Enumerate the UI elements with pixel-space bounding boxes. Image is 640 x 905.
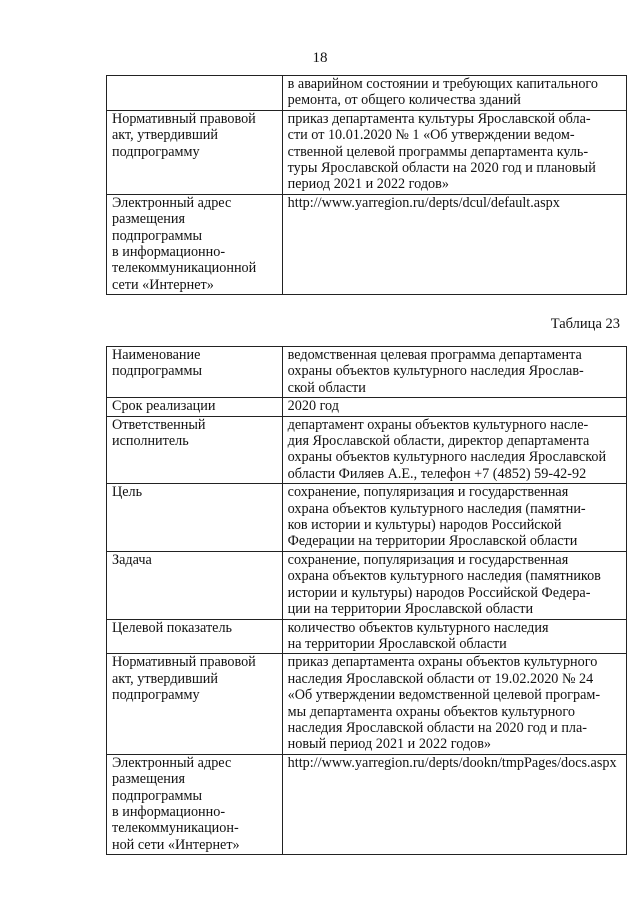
row-value-cell [282,484,626,552]
label-text-line: подпрограммы [112,363,202,380]
value-text-line: приказ департамента культуры Ярославской обла- [287,110,591,127]
value-text-line: охрана объектов культурного наследия (памятни- [287,500,586,517]
passport-table-23 [106,346,627,855]
value-text-line: ции на территории Ярославской области [287,601,534,618]
value-text-line: количество объектов культурного наследия [287,619,549,636]
value-text-line: сти от 10.01.2020 № 1 «Об утверждении ведом- [287,127,575,144]
table-row [107,110,627,194]
value-text-line: департамент охраны объектов культурного насле- [287,416,589,433]
table-row [107,619,627,654]
row-value-cell [282,754,626,854]
page-number: 18 [312,50,328,66]
value-text-line: http://www.yarregion.ru/depts/dcul/default.aspx [287,194,560,211]
row-value-cell [282,110,626,194]
row-label-cell [107,76,283,111]
passport-table-continued [106,75,627,295]
value-text-line: истории и культуры) народов Российской Федера- [287,584,591,601]
row-label-cell [107,619,283,654]
value-text-line: приказ департамента охраны объектов культурного [287,654,598,671]
table-caption: Таблица 23 [550,316,620,332]
label-text-line: Срок реализации [112,398,216,415]
table-row [107,347,627,398]
row-value-cell [282,551,626,619]
label-text-line: в информационно- [112,244,226,261]
label-text-line: исполнитель [112,433,189,450]
label-text-line: размещения [112,211,186,228]
value-text-line: http://www.yarregion.ru/depts/dookn/tmpPages/docs.aspx [287,754,617,771]
table1-body [107,76,627,295]
label-text-line: подпрограммы [112,227,202,244]
value-text-line: охрана объектов культурного наследия (памятников [287,568,601,585]
label-text-line: акт, утвердивший [112,670,218,687]
value-text-line: мы департамента охраны объектов культурного [287,703,575,720]
row-value-cell [282,416,626,484]
label-text-line: Цель [112,484,143,501]
value-text-line: наследия Ярославской области на 2020 год и пла- [287,719,588,736]
label-text-line: Ответственный [112,416,206,433]
value-text-line: ремонта, от общего количества зданий [287,92,521,109]
label-text-line: Целевой показатель [112,619,232,636]
row-value-cell [282,76,626,111]
label-text-line: телекоммуникационной [112,260,257,277]
value-text-line: наследия Ярославской области от 19.02.2020 № 24 [287,670,594,687]
label-text-line: Нормативный правовой [112,654,256,671]
row-value-cell [282,194,626,294]
row-label-cell [107,110,283,194]
value-text-line: ской области [287,379,366,396]
table2-body [107,347,627,855]
value-text-line: на территории Ярославской области [287,635,507,652]
row-label-cell [107,398,283,416]
label-text-line: подпрограммы [112,787,202,804]
row-label-cell [107,654,283,754]
value-text-line: охраны объектов культурного наследия Ярославской [287,449,607,466]
label-text-line: размещения [112,771,186,788]
value-text-line: ведомственная целевая программа департамента [287,347,582,363]
label-text-line: Электронный адрес [112,754,232,771]
label-text-line: Наименование [112,347,201,363]
row-value-cell [282,619,626,654]
row-label-cell [107,416,283,484]
value-text-line: области Филяев А.Е., телефон +7 (4852) 59-42-92 [287,465,587,482]
row-label-cell [107,194,283,294]
table-row [107,398,627,416]
row-label-cell [107,347,283,398]
row-value-cell [282,347,626,398]
row-label-cell [107,551,283,619]
row-value-cell [282,398,626,416]
value-text-line: в аварийном состоянии и требующих капитального [287,76,598,92]
table-row [107,754,627,854]
value-text-line: ков истории и культуры) народов Российской [287,517,562,534]
value-text-line: 2020 год [287,398,339,415]
table-row [107,484,627,552]
value-text-line: «Об утверждении ведомственной целевой програм- [287,687,601,704]
row-value-cell [282,654,626,754]
value-text-line: ственной целевой программы департамента куль- [287,143,589,160]
row-label-cell [107,754,283,854]
value-text-line: новый период 2021 и 2022 годов» [287,736,491,753]
table-row [107,416,627,484]
label-text-line: Задача [112,551,152,568]
value-text-line: Федерации на территории Ярославской области [287,533,578,550]
table-row [107,551,627,619]
value-text-line: дия Ярославской области, директор департамента [287,433,590,450]
label-text-line: телекоммуникацион- [112,820,239,837]
label-text-line: Электронный адрес [112,194,232,211]
label-text-line: подпрограмму [112,687,200,704]
label-text-line: подпрограмму [112,143,200,160]
value-text-line: туры Ярославской области на 2020 год и плановый [287,160,596,177]
table-row [107,194,627,294]
table-row [107,76,627,111]
table-row [107,654,627,754]
value-text-line: период 2021 и 2022 годов» [287,176,449,193]
label-text-line: Нормативный правовой [112,110,256,127]
label-text-line: ной сети «Интернет» [112,836,240,853]
label-text-line: сети «Интернет» [112,276,214,293]
label-text-line: в информационно- [112,803,226,820]
value-text-line: сохранение, популяризация и государственная [287,551,569,568]
label-text-line: акт, утвердивший [112,127,218,144]
row-label-cell [107,484,283,552]
value-text-line: охраны объектов культурного наследия Ярослав- [287,363,584,380]
value-text-line: сохранение, популяризация и государственная [287,484,569,501]
